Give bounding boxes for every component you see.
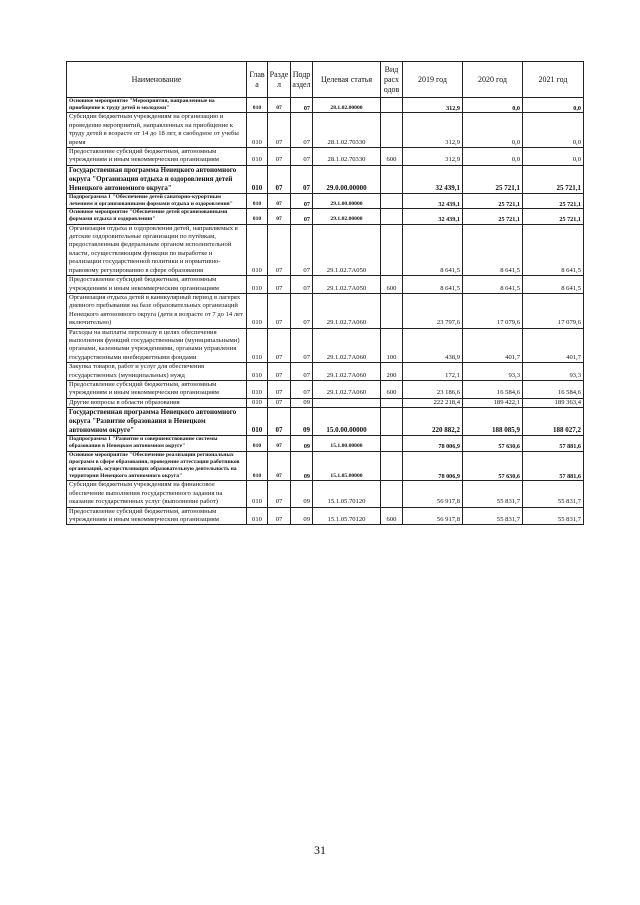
row-razdel: 07 [268, 380, 291, 398]
row-2020: 57 630,6 [463, 451, 523, 481]
header-vid: Вид расх одов [381, 62, 403, 98]
row-2021: 0,0 [523, 98, 584, 113]
row-2019: 78 006,9 [403, 451, 463, 481]
table-row [67, 328, 584, 363]
row-glava: 010 [247, 507, 268, 525]
row-target: 29.1.00.00000 [313, 193, 381, 208]
row-podrazdel: 09 [291, 481, 313, 507]
row-2019: 8 641,5 [403, 224, 463, 275]
row-2020: 188 085,9 [463, 408, 523, 436]
row-razdel: 07 [268, 98, 291, 113]
row-razdel: 07 [268, 165, 291, 193]
row-name: Предоставление субсидий бюджетным, автономным учреждениям и иным некоммерческим организациям [67, 148, 247, 166]
row-podrazdel: 09 [291, 398, 313, 407]
row-2021: 8 641,5 [523, 224, 584, 275]
row-vid [381, 165, 403, 193]
row-2020: 25 721,1 [463, 209, 523, 224]
row-name: Основное мероприятие "Мероприятия, направленные на приобщение к труду детей и молодежи" [67, 98, 247, 113]
row-2020: 55 831,7 [463, 507, 523, 525]
row-2020: 25 721,1 [463, 165, 523, 193]
table-body [67, 98, 584, 525]
row-2020: 57 630,6 [463, 436, 523, 451]
header-2021: 2021 год [523, 62, 584, 98]
row-2019: 312,9 [403, 98, 463, 113]
row-razdel: 07 [268, 481, 291, 507]
table-row [67, 380, 584, 398]
row-name: Расходы на выплаты персоналу в целях обеспечения выполнения функций государственными (муниципальными) органами, казенными учреждениями, органами управления государственными внебюджетными фондами [67, 328, 247, 363]
row-2021: 189 363,4 [523, 398, 584, 407]
row-target: 29.0.00.00000 [313, 165, 381, 193]
row-glava: 010 [247, 165, 268, 193]
row-glava: 010 [247, 193, 268, 208]
row-razdel: 07 [268, 148, 291, 166]
row-2021: 17 079,6 [523, 293, 584, 328]
row-razdel: 07 [268, 293, 291, 328]
row-podrazdel: 07 [291, 293, 313, 328]
header-target: Целевая статья [313, 62, 381, 98]
row-podrazdel: 09 [291, 507, 313, 525]
table-row [67, 276, 584, 294]
row-name: Субсидии бюджетным учреждениям на организацию и проведение мероприятий, направленных на приобщение к труду детей в возрасте от 14 до 18 лет, в свободное от учебы время [67, 113, 247, 148]
row-2019: 312,9 [403, 148, 463, 166]
row-podrazdel: 09 [291, 451, 313, 481]
row-2020: 16 584,6 [463, 380, 523, 398]
row-razdel: 07 [268, 408, 291, 436]
table-row [67, 451, 584, 481]
row-vid [381, 451, 403, 481]
row-podrazdel: 07 [291, 148, 313, 166]
row-razdel: 07 [268, 193, 291, 208]
row-vid [381, 193, 403, 208]
row-2019: 8 641,5 [403, 276, 463, 294]
row-name: Государственная программа Ненецкого автономного округа "Организация отдыха и оздоровления детей Ненецкого автономного округа" [67, 165, 247, 193]
row-2020: 93,3 [463, 363, 523, 381]
row-target: 15.1.00.00000 [313, 436, 381, 451]
row-target: 28.1.02.00000 [313, 98, 381, 113]
table-row [67, 113, 584, 148]
row-2019: 312,9 [403, 113, 463, 148]
row-2021: 401,7 [523, 328, 584, 363]
row-podrazdel: 07 [291, 224, 313, 275]
row-2021: 0,0 [523, 148, 584, 166]
row-target: 15.0.00.00000 [313, 408, 381, 436]
row-2021: 25 721,1 [523, 165, 584, 193]
row-razdel: 07 [268, 328, 291, 363]
row-vid: 100 [381, 328, 403, 363]
table-row [67, 481, 584, 507]
row-podrazdel: 07 [291, 165, 313, 193]
page-number: 31 [314, 843, 326, 857]
row-glava: 010 [247, 363, 268, 381]
row-2021: 16 584,6 [523, 380, 584, 398]
row-name: Предоставление субсидий бюджетным, автономным учреждениям и иным некоммерческим организациям [67, 507, 247, 525]
row-2020: 189 422,1 [463, 398, 523, 407]
row-razdel: 07 [268, 209, 291, 224]
row-2021: 55 831,7 [523, 481, 584, 507]
row-2021: 57 881,6 [523, 451, 584, 481]
row-2019: 32 439,1 [403, 209, 463, 224]
row-2020: 8 641,5 [463, 276, 523, 294]
row-target [313, 398, 381, 407]
row-target: 15.1.05.00000 [313, 451, 381, 481]
row-2019: 32 439,1 [403, 165, 463, 193]
table-row [67, 436, 584, 451]
row-name: Государственная программа Ненецкого автономного округа "Развитие образования в Ненецком автономном округе" [67, 408, 247, 436]
row-podrazdel: 07 [291, 193, 313, 208]
row-glava: 010 [247, 148, 268, 166]
row-glava: 010 [247, 224, 268, 275]
row-2021: 8 641,5 [523, 276, 584, 294]
row-2020: 0,0 [463, 113, 523, 148]
row-podrazdel: 07 [291, 276, 313, 294]
row-vid [381, 224, 403, 275]
table-header-row [67, 62, 584, 98]
row-target: 15.1.05.70120 [313, 507, 381, 525]
table-row [67, 165, 584, 193]
row-podrazdel: 09 [291, 408, 313, 436]
row-podrazdel: 07 [291, 209, 313, 224]
table-row [67, 193, 584, 208]
row-razdel: 07 [268, 398, 291, 407]
header-glava: Глав а [247, 62, 268, 98]
row-vid: 600 [381, 507, 403, 525]
row-vid: 600 [381, 276, 403, 294]
row-target: 29.1.02.7А050 [313, 276, 381, 294]
row-vid [381, 293, 403, 328]
row-razdel: 07 [268, 507, 291, 525]
row-razdel: 07 [268, 451, 291, 481]
header-name: Наименование [67, 62, 247, 98]
row-2019: 23 797,6 [403, 293, 463, 328]
row-vid [381, 113, 403, 148]
row-glava: 010 [247, 408, 268, 436]
row-2021: 57 881,6 [523, 436, 584, 451]
row-glava: 010 [247, 436, 268, 451]
row-vid [381, 209, 403, 224]
row-2021: 55 831,7 [523, 507, 584, 525]
table-row [67, 98, 584, 113]
table-row [67, 293, 584, 328]
row-podrazdel: 07 [291, 380, 313, 398]
budget-document [66, 61, 583, 525]
row-2019: 23 186,6 [403, 380, 463, 398]
row-target: 28.1.02.70330 [313, 113, 381, 148]
row-glava: 010 [247, 481, 268, 507]
row-podrazdel: 07 [291, 363, 313, 381]
row-target: 29.1.02.7А060 [313, 328, 381, 363]
row-vid [381, 408, 403, 436]
row-2019: 438,9 [403, 328, 463, 363]
row-2019: 78 006,9 [403, 436, 463, 451]
row-glava: 010 [247, 398, 268, 407]
row-name: Организация отдыха и оздоровления детей, направляемых в детские оздоровительные организации по путёвкам, предоставленным федеральным органом исполнительной власти, осуществляющим функции по выработке и реализации государственной политики и нормативно-правовому регулированию в сфере образования [67, 224, 247, 275]
row-2020: 17 079,6 [463, 293, 523, 328]
row-2020: 0,0 [463, 148, 523, 166]
row-glava: 010 [247, 328, 268, 363]
table-row [67, 398, 584, 407]
header-2019: 2019 год [403, 62, 463, 98]
row-target: 29.1.02.00000 [313, 209, 381, 224]
header-2020: 2020 год [463, 62, 523, 98]
row-glava: 010 [247, 451, 268, 481]
row-2019: 172,1 [403, 363, 463, 381]
row-vid [381, 398, 403, 407]
row-glava: 010 [247, 293, 268, 328]
table-row [67, 148, 584, 166]
row-name: Другие вопросы в области образования [67, 398, 247, 407]
table-row [67, 507, 584, 525]
row-razdel: 07 [268, 276, 291, 294]
row-razdel: 07 [268, 113, 291, 148]
row-name: Основное мероприятие "Обеспечение реализации региональных программ в сфере образования, проведение аттестации работников организаций, осуществляющих образовательную деятельность на территории Ненецкого автономного округа" [67, 451, 247, 481]
row-vid: 200 [381, 363, 403, 381]
row-glava: 010 [247, 98, 268, 113]
header-razdel: Разде л [268, 62, 291, 98]
row-2021: 0,0 [523, 113, 584, 148]
row-glava: 010 [247, 209, 268, 224]
row-vid [381, 98, 403, 113]
row-2020: 8 641,5 [463, 224, 523, 275]
row-name: Подпрограмма 1 "Развитие и совершенствование системы образования в Ненецком автономном округе" [67, 436, 247, 451]
budget-table [66, 61, 584, 525]
row-razdel: 07 [268, 436, 291, 451]
table-row [67, 209, 584, 224]
row-razdel: 07 [268, 224, 291, 275]
row-podrazdel: 09 [291, 436, 313, 451]
row-name: Основное мероприятие "Обеспечение детей организованными формами отдыха и оздоровления" [67, 209, 247, 224]
table-row [67, 224, 584, 275]
row-name: Субсидии бюджетным учреждениям на финансовое обеспечение выполнения государственного задания на оказание государственных услуг (выполнение работ) [67, 481, 247, 507]
row-target: 29.1.02.7А050 [313, 224, 381, 275]
row-vid: 600 [381, 380, 403, 398]
row-target: 29.1.02.7А060 [313, 363, 381, 381]
row-2020: 25 721,1 [463, 193, 523, 208]
row-podrazdel: 07 [291, 328, 313, 363]
row-podrazdel: 07 [291, 98, 313, 113]
row-target: 29.1.02.7А060 [313, 293, 381, 328]
header-podrazdel: Подр аздел [291, 62, 313, 98]
row-2019: 220 882,2 [403, 408, 463, 436]
row-name: Закупка товаров, работ и услуг для обеспечения государственных (муниципальных) нужд [67, 363, 247, 381]
row-vid [381, 481, 403, 507]
row-2019: 32 439,1 [403, 193, 463, 208]
row-glava: 010 [247, 380, 268, 398]
row-2020: 401,7 [463, 328, 523, 363]
row-vid: 600 [381, 148, 403, 166]
row-2020: 55 831,7 [463, 481, 523, 507]
row-podrazdel: 07 [291, 113, 313, 148]
row-target: 28.1.02.70330 [313, 148, 381, 166]
row-target: 29.1.02.7А060 [313, 380, 381, 398]
row-2021: 25 721,1 [523, 193, 584, 208]
row-2021: 25 721,1 [523, 209, 584, 224]
row-2019: 56 917,8 [403, 481, 463, 507]
row-glava: 010 [247, 276, 268, 294]
row-2019: 56 917,8 [403, 507, 463, 525]
row-2021: 188 027,2 [523, 408, 584, 436]
table-row [67, 408, 584, 436]
table-row [67, 363, 584, 381]
row-name: Организация отдыха детей в каникулярный период в лагерях дневного пребывания на базе образовательных организаций Ненецкого автономного округа (дети в возрасте от 7 до 14 лет включительно) [67, 293, 247, 328]
row-name: Предоставление субсидий бюджетным, автономным учреждениям и иным некоммерческим организациям [67, 380, 247, 398]
row-name: Предоставление субсидий бюджетным, автономным учреждениям и иным некоммерческим организациям [67, 276, 247, 294]
row-target: 15.1.05.70120 [313, 481, 381, 507]
row-glava: 010 [247, 113, 268, 148]
row-name: Подпрограмма 1 "Обеспечение детей санаторно-курортным лечением и организованными формами отдыха и оздоровления" [67, 193, 247, 208]
row-2020: 0,0 [463, 98, 523, 113]
row-2019: 222 218,4 [403, 398, 463, 407]
row-2021: 93,3 [523, 363, 584, 381]
row-vid [381, 436, 403, 451]
row-razdel: 07 [268, 363, 291, 381]
